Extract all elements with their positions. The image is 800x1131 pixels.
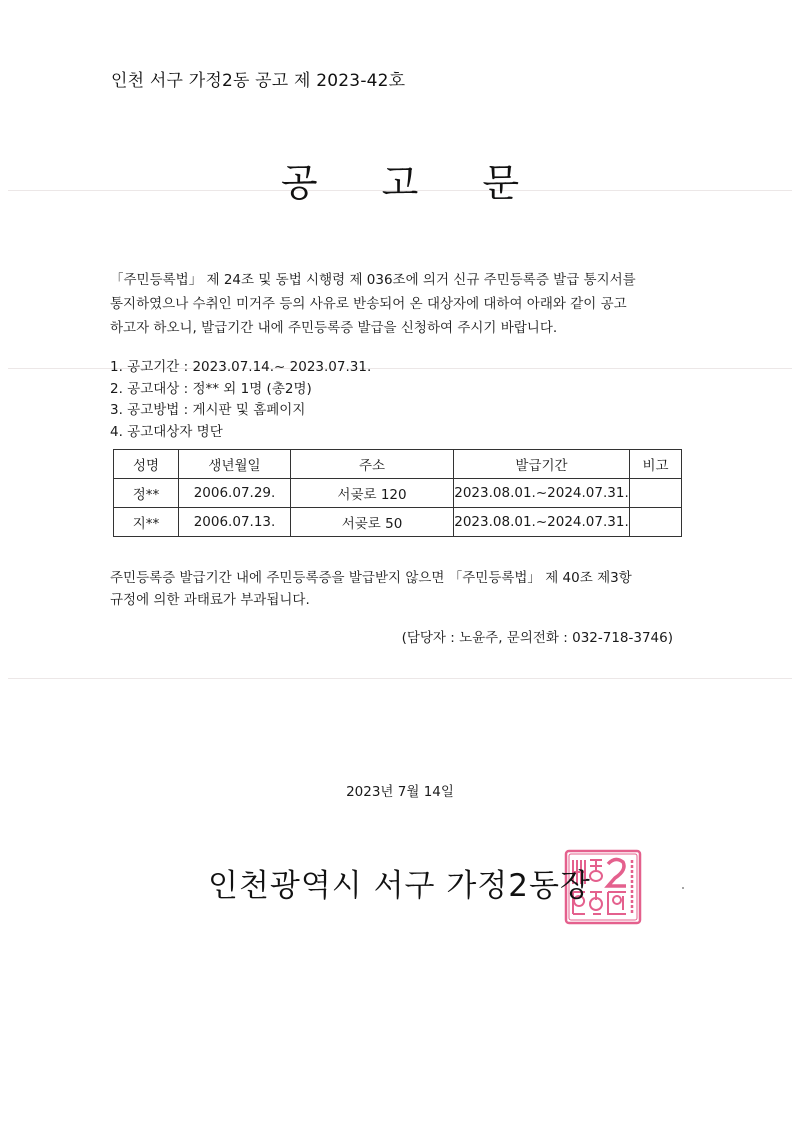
cell-issue-period: 2023.08.01.~2024.07.31. bbox=[454, 508, 630, 537]
notice-item-period: 1. 공고기간 : 2023.07.14.~ 2023.07.31. bbox=[110, 359, 372, 375]
notice-number: 인천 서구 가정2동 공고 제 2023-42호 bbox=[111, 71, 406, 91]
intro-line: 「주민등록법」 제 24조 및 동법 시행령 제 036조에 의거 신규 주민등록증 발급 통지서를 bbox=[110, 272, 636, 288]
roster-table bbox=[113, 449, 682, 537]
cell-remarks bbox=[630, 508, 682, 537]
table-row bbox=[114, 479, 682, 508]
cell-name: 정** bbox=[114, 479, 179, 508]
cell-issue-period: 2023.08.01.~2024.07.31. bbox=[454, 479, 630, 508]
note-line: 주민등록증 발급기간 내에 주민등록증을 발급받지 않으면 「주민등록법」 제 40조 제3항 bbox=[110, 570, 632, 586]
cell-birthdate: 2006.07.13. bbox=[179, 508, 291, 537]
issuer-name: 인천광역시 서구 가정2동장 bbox=[208, 868, 591, 904]
table-header-row bbox=[114, 450, 682, 479]
cell-birthdate: 2006.07.29. bbox=[179, 479, 291, 508]
contact-info: (담당자 : 노윤주, 문의전화 : 032-718-3746) bbox=[401, 630, 673, 646]
table-row bbox=[114, 508, 682, 537]
page-title: 공 고 문 bbox=[280, 161, 546, 205]
header-birthdate: 생년월일 bbox=[179, 450, 291, 479]
note-line: 규정에 의한 과태료가 부과됩니다. bbox=[110, 592, 310, 608]
intro-paragraph bbox=[110, 268, 695, 340]
header-remarks: 비고 bbox=[630, 450, 682, 479]
notice-item-target: 2. 공고대상 : 정** 외 1명 (총2명) bbox=[110, 380, 312, 397]
cell-remarks bbox=[630, 479, 682, 508]
scan-artifact-line bbox=[8, 678, 792, 679]
header-address: 주소 bbox=[291, 450, 454, 479]
notice-item-roster: 4. 공고대상자 명단 bbox=[110, 423, 223, 440]
intro-line: 통지하였으나 수취인 미거주 등의 사유로 반송되어 온 대상자에 대하여 아래와 같이 공고 bbox=[110, 296, 627, 312]
penalty-note bbox=[110, 567, 695, 611]
header-name: 성명 bbox=[114, 450, 179, 479]
issue-date: 2023년 7월 14일 bbox=[346, 784, 454, 800]
intro-line: 하고자 하오니, 발급기간 내에 주민등록증 발급을 신청하여 주시기 바랍니다. bbox=[110, 320, 558, 336]
cell-name: 지** bbox=[114, 508, 179, 537]
scan-speck bbox=[682, 887, 684, 889]
cell-address: 서곶로 120 bbox=[291, 479, 454, 508]
notice-item-method: 3. 공고방법 : 게시판 및 홈페이지 bbox=[110, 402, 306, 418]
notice-items-list bbox=[110, 357, 371, 443]
header-issue-period: 발급기간 bbox=[454, 450, 630, 479]
cell-address: 서곶로 50 bbox=[291, 508, 454, 537]
